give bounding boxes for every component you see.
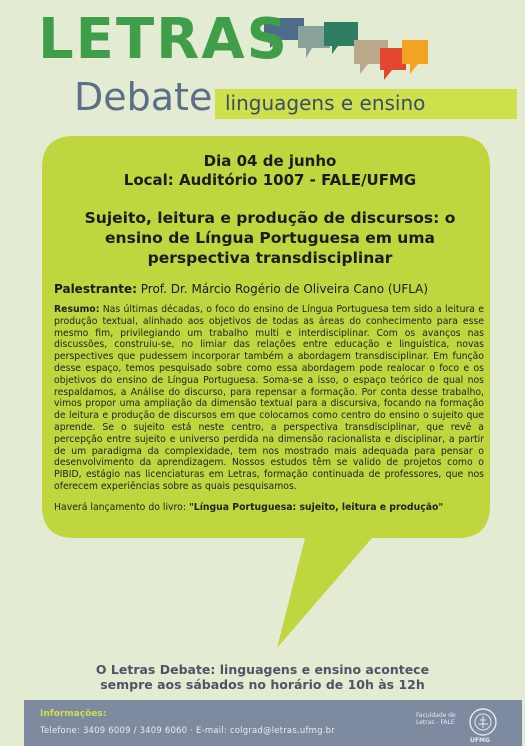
schedule-line-2: sempre aos sábados no horário de 10h às 12h: [100, 677, 425, 692]
event-date: Dia 04 de junho: [203, 152, 337, 170]
speaker-name: Prof. Dr. Márcio Rogério de Oliveira Cano (UFLA): [140, 282, 429, 296]
book-launch: [50, 502, 490, 513]
abstract: [50, 304, 490, 493]
fale-label: Faculdade de Letras - FALE: [416, 712, 456, 726]
schedule-line-1: O Letras Debate: linguagens e ensino acontece: [95, 662, 430, 677]
info-title: Informações:: [40, 709, 107, 719]
talk-title: Sujeito, leitura e produção de discursos: o ensino de Língua Portuguesa em uma perspectiva transdisciplinar: [84, 209, 456, 267]
logo-subtitle: linguagens e ensino: [225, 91, 426, 115]
logo-debate: Debate: [74, 75, 213, 119]
schedule-note: [0, 662, 525, 692]
event-card: [50, 150, 490, 513]
ufmg-label: UFMG: [470, 737, 490, 744]
ufmg-seal-icon: [468, 707, 498, 737]
abstract-label: Resumo:: [54, 304, 100, 315]
logo-letras: LETRAS: [38, 7, 289, 72]
contact-info: Telefone: 3409 6009 / 3409 6060 · E-mail: colgrad@letras.ufmg.br: [40, 726, 335, 736]
speaker-label: Palestrante:: [54, 282, 137, 296]
event-location: Local: Auditório 1007 - FALE/UFMG: [123, 171, 417, 189]
book-title: "Língua Portuguesa: sujeito, leitura e produção": [188, 501, 444, 513]
info-bar: [24, 700, 522, 746]
abstract-text: Nas últimas décadas, o foco do ensino de Língua Portuguesa tem sido a leitura e produção textual, alinhado aos objetivos de todas as áreas do conhecimento para esse mesmo fim, privilegiando um trabalho multi e interdisciplinar. Com os avanços nas discussões, construiu-se, no limiar das relações entre educação e linguística, novas perspectives que pudessem incorporar também a abordagem transdisciplinar. Em função desse espaço, temos pesquisado sobre como essa abordagem pode realocar o foco e os objetivos do ensino de Língua Portuguesa. Soma-se a isso, o espaço teórico de qual nos respaldamos, a Análise do discurso, para repensar a formação. Por conta desse trabalho, vimos propor uma ampliação da dimensão textual para a discursiva, focando na formação de leitura e produção de discursos em que colocamos como centro do ensino o sujeito que aprende. Se o sujeito está neste centro, a perspectiva transdisciplinar, que revê a percepção entre sujeito e universo perdida na dimensão racionalista e disciplinar, a partir de um paradigma da complexidade, tem nos mostrado mais adequada para pensar o desenvolvimento da aprendizagem. Nossos estudos têm se valido de projetos como o PIBID, estágio nas licenciaturas em Letras, formação continuada de professores, que nos oferecem experiências sobre as quais pesquisamos.: [54, 304, 484, 492]
book-launch-prefix: Haverá lançamento do livro:: [54, 501, 186, 513]
speaker: [50, 282, 490, 296]
